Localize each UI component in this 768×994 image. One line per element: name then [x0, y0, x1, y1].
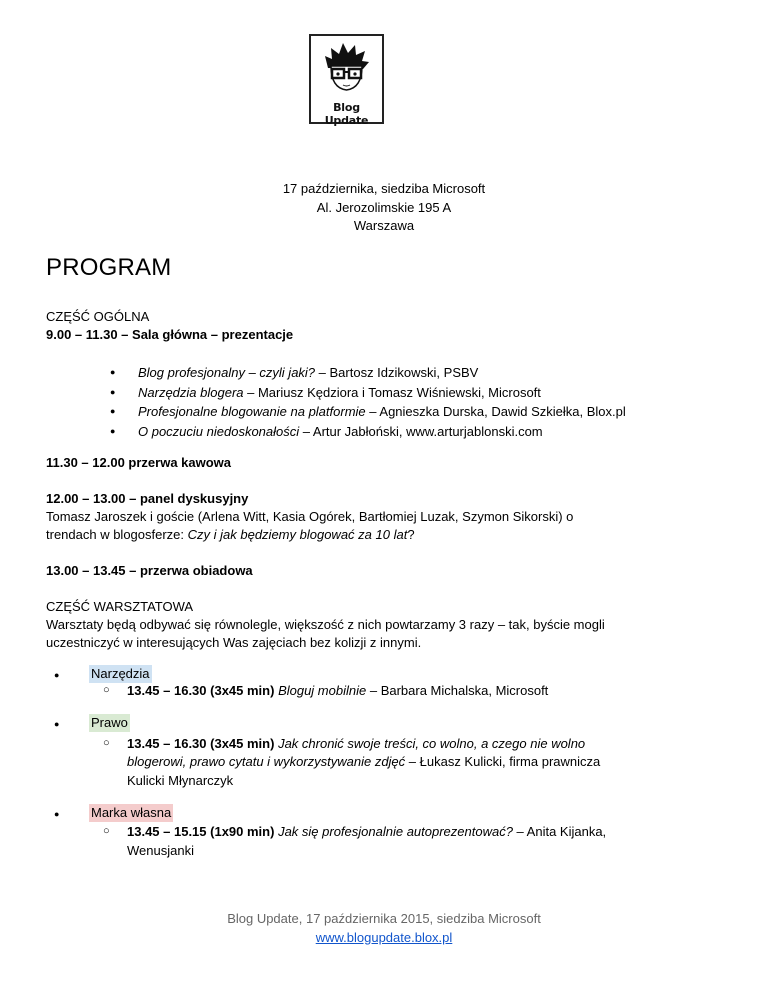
event-date-venue: 17 października, siedziba Microsoft [282, 181, 486, 196]
circle-bullet-icon: ○ [103, 825, 110, 837]
coffee-break: 11.30 – 12.00 przerwa kawowa [46, 455, 232, 470]
workshops-intro-line2: uczestniczyć w interesujących Was zajęciach bez kolizji z innymi. [46, 635, 422, 650]
footer-link[interactable]: www.blogupdate.blox.pl [315, 929, 453, 945]
blogger-face-icon [319, 42, 374, 100]
general-section-heading: CZĘŚĆ OGÓLNA [46, 309, 150, 324]
presentations-list [110, 363, 626, 441]
workshops-intro-line1: Warsztaty będą odbywać się równolegle, większość z nich powtarzamy 3 razy – tak, byście mogli [46, 617, 605, 632]
track-tools-title: Narzędzia [91, 666, 150, 681]
general-section-time: 9.00 – 11.30 – Sala główna – prezentacje [46, 327, 294, 342]
event-address: Al. Jerozolimskie 195 A [316, 199, 452, 215]
document-page: Blog Update 17 października, siedziba Microsoft Al. Jerozolimskie 195 A Warszawa PROGRAM CZĘŚĆ OGÓLNA 9.00 – 11.30 – Sala główna – prezentacje ● Blog profesjonalny – czyli jaki? – Bartosz Idzikowski, PSBV ● Narzędzia blogera – Mariusz Kędziora i Tomasz Wiśniewski, Microsoft ● Profesjonalne blogowanie na platformie – Agnieszka Durska, Dawid Szkiełka, Blox.pl ● O poczuciu niedoskonałości – Artur Jabłoński, www.arturjablonski.com 11.30 – 12.00 przerwa kawowa 12.00 – 13.00 – panel dyskusyjny Tomasz Jaroszek i goście (Arlena Witt, Kasia Ogórek, Bartłomiej Luzak, Szymon Sikorski) o trendach w blogosferze: Czy i jak będziemy blogować za 10 lat? 13.00 – 13.45 – przerwa obiadowa CZĘŚĆ WARSZTATOWA Warsztaty będą odbywać się równolegle, większość z nich powtarzamy 3 razy – tak, byście mogli uczestniczyć w interesujących Was zajęciach bez kolizji z innymi. ● Narzędzia ○ 13.45 – 16.30 (3x45 min) Bloguj mobilnie – Barbara Michalska, Microsoft ● Prawo ○ 13.45 – 16.30 (3x45 min) Jak chronić swoje treści, co wolno, a czego nie wolno blogerowi, prawo cytatu i wykorzystywanie zdjęć – Łukasz Kulicki, firma prawnicza Kulicki Młynarczyk ● Marka własna ○ 13.45 – 15.15 (1x90 min) Jak się profesjonalnie autoprezentować? – Anita Kijanka, Wenusjanki Blog Update, 17 października 2015, siedziba Microsoft www.blogupdate.blox.pl [0, 0, 768, 994]
circle-bullet-icon: ○ [103, 684, 110, 696]
logo-text: Blog Update [324, 101, 369, 127]
footer-text: Blog Update, 17 października 2015, siedziba Microsoft [227, 911, 541, 926]
list-item: ● Narzędzia blogera – Mariusz Kędziora i Tomasz Wiśniewski, Microsoft [110, 383, 626, 403]
panel-description-line2: trendach w blogosferze: Czy i jak będziemy blogować za 10 lat? [46, 527, 415, 542]
event-city: Warszawa [353, 218, 415, 233]
panel-heading: 12.00 – 13.00 – panel dyskusyjny [46, 491, 249, 506]
event-info [0, 180, 768, 236]
list-item: ● Blog profesjonalny – czyli jaki? – Bartosz Idzikowski, PSBV [110, 363, 626, 383]
bullet-icon: ● [54, 670, 60, 680]
page-footer [0, 910, 768, 947]
panel-description-line1: Tomasz Jaroszek i goście (Arlena Witt, Kasia Ogórek, Bartłomiej Luzak, Szymon Sikorski) o [46, 509, 574, 524]
page-title: PROGRAM [46, 254, 172, 281]
track-brand-title: Marka własna [91, 805, 172, 820]
track-law-title: Prawo [91, 715, 128, 730]
circle-bullet-icon: ○ [103, 737, 110, 749]
bullet-icon: ● [54, 719, 60, 729]
list-item: ● Profesjonalne blogowanie na platformie – Agnieszka Durska, Dawid Szkiełka, Blox.pl [110, 402, 626, 422]
blog-update-logo [309, 34, 384, 127]
workshops-heading: CZĘŚĆ WARSZTATOWA [46, 599, 194, 614]
list-item: ● O poczuciu niedoskonałości – Artur Jabłoński, www.arturjablonski.com [110, 422, 626, 442]
bullet-icon: ● [54, 809, 60, 819]
lunch-break: 13.00 – 13.45 – przerwa obiadowa [46, 563, 253, 578]
